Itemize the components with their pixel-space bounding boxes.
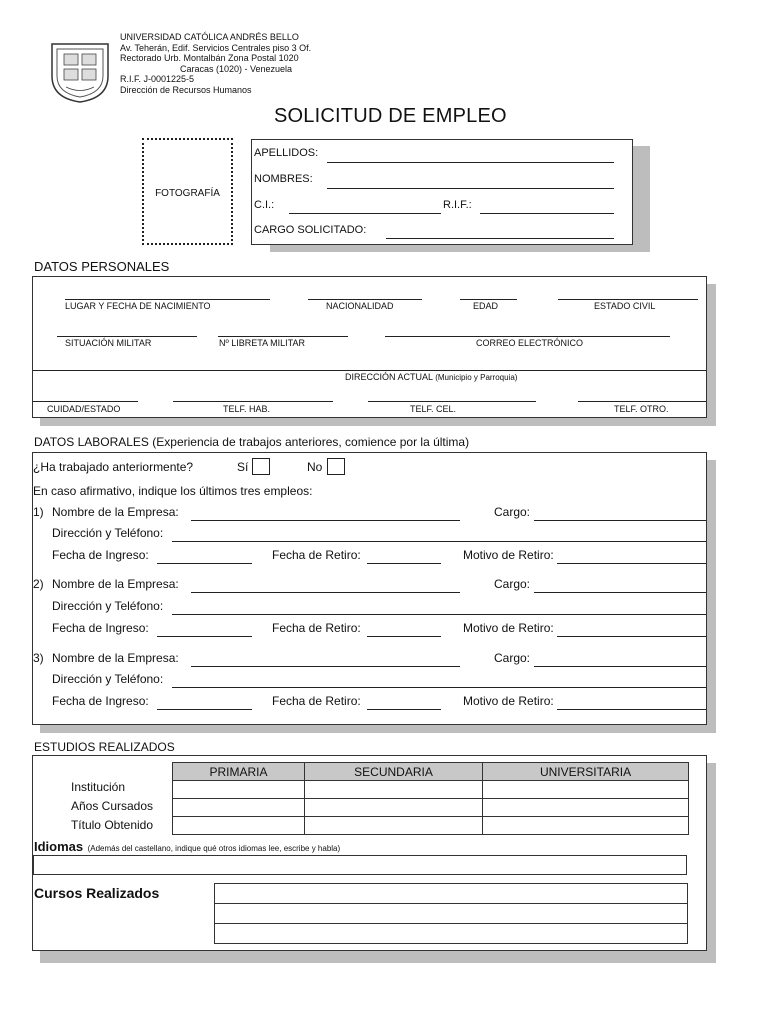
job-2-ingreso-label: Fecha de Ingreso: <box>52 621 149 635</box>
libreta-militar-field[interactable] <box>218 336 348 337</box>
ci-field[interactable] <box>289 213 441 214</box>
correo-field[interactable] <box>385 336 670 337</box>
job-1-empresa-label: Nombre de la Empresa: <box>52 505 179 519</box>
cursos-title: Cursos Realizados <box>34 885 160 901</box>
job-3-number: 3) <box>33 651 44 665</box>
nombres-label: NOMBRES: <box>254 173 313 185</box>
row-anos-cursados: Años Cursados <box>70 799 154 813</box>
job-1-direccion-label: Dirección y Teléfono: <box>52 526 164 540</box>
job-1-cargo-field[interactable] <box>534 520 706 521</box>
no-checkbox[interactable] <box>327 458 345 475</box>
job-2-empresa-label: Nombre de la Empresa: <box>52 577 179 591</box>
job-2-cargo-label: Cargo: <box>494 577 531 591</box>
laboral-section-title: DATOS LABORALES (Experiencia de trabajos anteriores, comience por la última) <box>34 435 470 449</box>
situacion-militar-field[interactable] <box>57 336 197 337</box>
job-1-motivo-field[interactable] <box>557 563 706 564</box>
situacion-militar-label: SITUACIÓN MILITAR <box>65 338 152 348</box>
lugar-fecha-label: LUGAR Y FECHA DE NACIMIENTO <box>65 301 211 311</box>
direccion-field[interactable] <box>33 370 706 371</box>
job-1-empresa-field[interactable] <box>191 520 460 521</box>
job-2-retiro-field[interactable] <box>367 636 441 637</box>
estudios-section-title: ESTUDIOS REALIZADOS <box>34 740 175 754</box>
job-2-retiro-label: Fecha de Retiro: <box>272 621 361 635</box>
job-1-retiro-field[interactable] <box>367 563 441 564</box>
job-3-retiro-label: Fecha de Retiro: <box>272 694 361 708</box>
job-1-motivo-label: Motivo de Retiro: <box>463 548 554 562</box>
apellidos-field[interactable] <box>327 162 614 163</box>
university-name: UNIVERSIDAD CATÓLICA ANDRÉS BELLO <box>120 32 299 42</box>
job-3-ingreso-field[interactable] <box>157 709 252 710</box>
job-3-retiro-field[interactable] <box>367 709 441 710</box>
photo-box[interactable] <box>142 138 233 245</box>
job-2-number: 2) <box>33 577 44 591</box>
job-2-motivo-label: Motivo de Retiro: <box>463 621 554 635</box>
si-label: Sí <box>237 460 249 474</box>
telf-otro-label: TELF. OTRO. <box>614 404 669 414</box>
identity-box <box>251 139 633 245</box>
estado-civil-field[interactable] <box>558 299 698 300</box>
personal-section-title: DATOS PERSONALES <box>34 259 170 274</box>
job-1-number: 1) <box>33 505 44 519</box>
telf-cel-label: TELF. CEL. <box>410 404 457 414</box>
laboral-box <box>32 452 707 725</box>
job-3-motivo-field[interactable] <box>557 709 706 710</box>
idiomas-heading <box>34 838 340 856</box>
job-2-ingreso-field[interactable] <box>157 636 252 637</box>
cargo-label: CARGO SOLICITADO: <box>254 224 367 236</box>
job-1-ingreso-field[interactable] <box>157 563 252 564</box>
laboral-instruction: En caso afirmativo, indique los últimos tres empleos: <box>33 484 313 498</box>
cell-titulo-primaria[interactable] <box>173 817 305 835</box>
telf-cel-field[interactable] <box>368 401 536 402</box>
estudios-table <box>172 762 689 835</box>
address-line-3: Caracas (1020) - Venezuela <box>180 63 293 74</box>
direccion-label <box>345 372 517 382</box>
cell-titulo-secundaria[interactable] <box>304 817 482 835</box>
correo-label: CORREO ELECTRÓNICO <box>476 338 584 348</box>
job-3-cargo-field[interactable] <box>534 666 706 667</box>
curso-row-1[interactable] <box>215 884 687 904</box>
job-3-ingreso-label: Fecha de Ingreso: <box>52 694 149 708</box>
row-titulo-obtenido: Título Obtenido <box>70 818 154 832</box>
ci-label: C.I.: <box>254 199 275 211</box>
rif-label: R.I.F.: <box>443 199 472 211</box>
apellidos-label: APELLIDOS: <box>254 147 319 159</box>
job-1-direccion-field[interactable] <box>172 541 706 542</box>
cargo-field[interactable] <box>386 238 614 239</box>
libreta-militar-label: Nº LIBRETA MILITAR <box>219 338 305 348</box>
job-2-empresa-field[interactable] <box>191 592 460 593</box>
job-3-empresa-label: Nombre de la Empresa: <box>52 651 179 665</box>
telf-otro-field[interactable] <box>578 401 706 402</box>
job-2-direccion-field[interactable] <box>172 614 706 615</box>
photo-label: FOTOGRAFÍA <box>155 188 220 199</box>
university-seal <box>48 40 112 104</box>
direccion-label-text: DIRECCIÓN ACTUAL <box>345 372 433 382</box>
idiomas-note: (Además del castellano, indique qué otros idiomas lee, escribe y habla) <box>87 844 341 853</box>
address-line-2: Rectorado Urb. Montalbán Zona Postal 1020 <box>120 53 299 63</box>
nombres-field[interactable] <box>327 188 614 189</box>
job-2-cargo-field[interactable] <box>534 592 706 593</box>
cell-anos-primaria[interactable] <box>173 799 305 817</box>
cell-institucion-primaria[interactable] <box>173 781 305 799</box>
worked-before-question: ¿Ha trabajado anteriormente? <box>33 460 194 474</box>
cell-anos-universitaria[interactable] <box>483 799 689 817</box>
cell-institucion-universitaria[interactable] <box>483 781 689 799</box>
university-seal-icon <box>48 40 112 104</box>
rif-number: R.I.F. J-0001225-5 <box>120 74 195 84</box>
col-universitaria: UNIVERSITARIA <box>483 763 689 781</box>
telf-hab-field[interactable] <box>173 401 333 402</box>
cursos-table <box>214 883 688 944</box>
cell-institucion-secundaria[interactable] <box>304 781 482 799</box>
job-2-motivo-field[interactable] <box>557 636 706 637</box>
personal-box <box>32 276 707 418</box>
no-label: No <box>307 460 323 474</box>
curso-row-3[interactable] <box>215 924 687 943</box>
nacionalidad-field[interactable] <box>308 299 422 300</box>
job-2-direccion-label: Dirección y Teléfono: <box>52 599 164 613</box>
estudios-box <box>32 755 707 951</box>
header-address <box>120 32 311 95</box>
job-1-ingreso-label: Fecha de Ingreso: <box>52 548 149 562</box>
curso-row-2[interactable] <box>215 904 687 924</box>
edad-label: EDAD <box>473 301 499 311</box>
job-1-cargo-label: Cargo: <box>494 505 531 519</box>
department-name: Dirección de Recursos Humanos <box>120 84 252 95</box>
cell-titulo-universitaria[interactable] <box>483 817 689 835</box>
telf-hab-label: TELF. HAB. <box>223 404 271 414</box>
direccion-note: (Municipio y Parroquia) <box>435 373 518 382</box>
address-line-1: Av. Teherán, Edif. Servicios Centrales piso 3 Of. <box>120 42 312 53</box>
job-3-direccion-field[interactable] <box>172 687 706 688</box>
row-institucion: Institución <box>70 780 126 794</box>
lugar-fecha-field[interactable] <box>65 299 270 300</box>
col-primaria: PRIMARIA <box>173 763 305 781</box>
col-secundaria: SECUNDARIA <box>304 763 482 781</box>
cell-anos-secundaria[interactable] <box>304 799 482 817</box>
job-3-direccion-label: Dirección y Teléfono: <box>52 672 164 686</box>
page-title: SOLICITUD DE EMPLEO <box>274 105 507 127</box>
job-3-cargo-label: Cargo: <box>494 651 531 665</box>
rif-field[interactable] <box>480 213 614 214</box>
idiomas-title: Idiomas <box>34 839 84 854</box>
ciudad-field[interactable] <box>33 401 138 402</box>
nacionalidad-label: NACIONALIDAD <box>326 301 394 311</box>
estado-civil-label: ESTADO CIVIL <box>594 301 656 311</box>
ciudad-label: CUIDAD/ESTADO <box>47 404 121 414</box>
job-1-retiro-label: Fecha de Retiro: <box>272 548 361 562</box>
job-3-motivo-label: Motivo de Retiro: <box>463 694 554 708</box>
idiomas-field[interactable] <box>33 855 687 875</box>
si-checkbox[interactable] <box>252 458 270 475</box>
job-3-empresa-field[interactable] <box>191 666 460 667</box>
edad-field[interactable] <box>460 299 517 300</box>
